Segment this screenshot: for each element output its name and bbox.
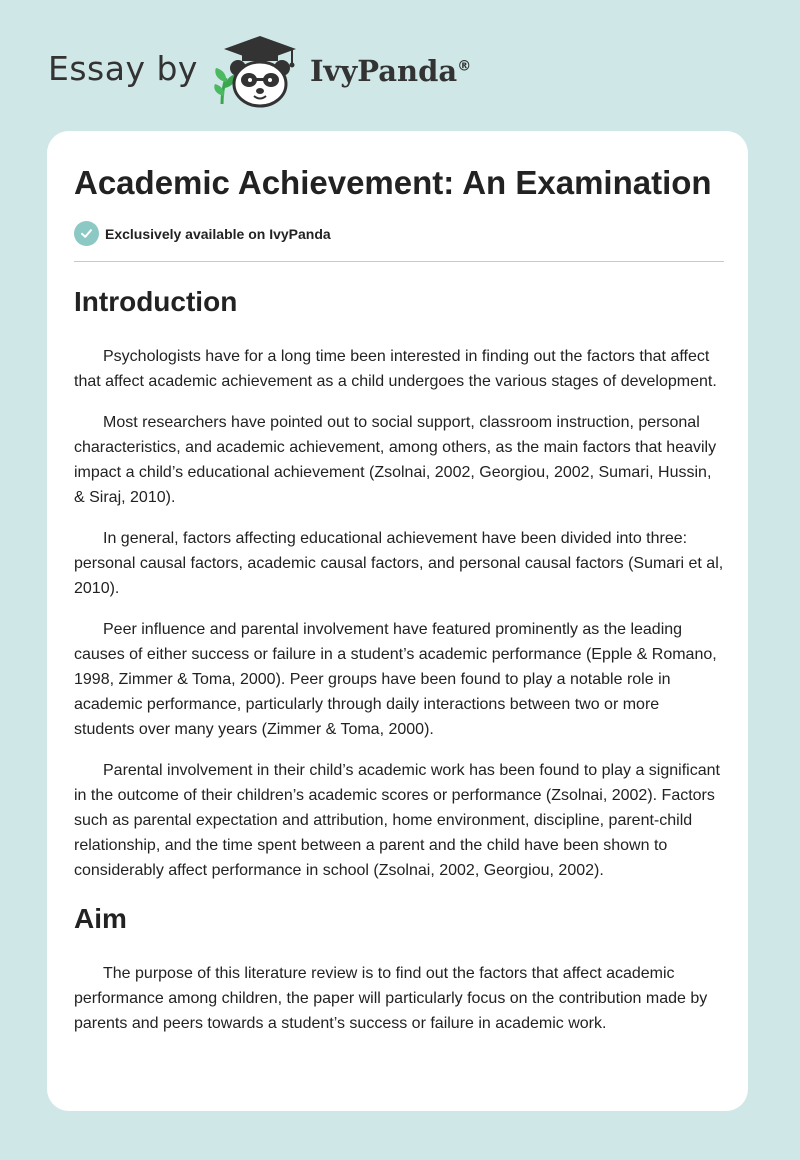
page-title: Academic Achievement: An Examination <box>74 164 712 201</box>
article-body <box>74 281 724 1036</box>
registered-mark: ® <box>457 58 472 75</box>
checkmark-icon <box>74 221 99 246</box>
paragraph: Parental involvement in their child’s academic work has been found to play a significant in the outcome of their children’s academic scores or performance (Zsolnai, 2002). Factors such as parental expectation and attribution, home environment, discipline, parent-child relationship, and the time spent between a parent and the child have been shown to considerably affect performance in school (Zsolnai, 2002, Georgiou, 2002). <box>74 762 720 879</box>
paragraph: In general, factors affecting educational achievement have been divided into three: personal causal factors, academic causal factors, and personal causal factors (Sumari et al, 2010). <box>74 530 724 597</box>
brand-logo[interactable] <box>48 34 488 110</box>
brand-name <box>310 54 471 88</box>
exclusive-badge-text: Exclusively available on IvyPanda <box>105 225 331 242</box>
paragraph: Peer influence and parental involvement have featured prominently as the leading causes of either success or failure in a student’s academic performance (Epple & Romano, 1998, Zimmer & Toma, 2000). Peer groups have been found to play a notable role in academic performance, particularly through daily interactions between two or more students over many years (Zimmer & Toma, 2000). <box>74 621 717 738</box>
divider <box>74 261 724 262</box>
section-heading-introduction: Introduction <box>74 286 238 317</box>
paragraph: The purpose of this literature review is to find out the factors that affect academic performance among children, the paper will particularly focus on the contribution made by parents and peers towards a student’s success or failure in academic work. <box>74 965 708 1032</box>
brand-name-text: IvyPanda <box>309 54 458 88</box>
section-heading-aim: Aim <box>74 903 127 934</box>
paragraph: Most researchers have pointed out to social support, classroom instruction, personal characteristics, and academic achievement, among others, as the main factors that heavily impact a child’s educational achievement (Zsolnai, 2002, Georgiou, 2002, Sumari, Hussin, & Siraj, 2010). <box>74 414 717 506</box>
paragraph: Psychologists have for a long time been interested in finding out the factors that affect that affect academic achievement as a child undergoes the various stages of development. <box>74 348 717 390</box>
panda-logo-icon <box>212 34 304 110</box>
essay-card <box>47 131 748 1111</box>
exclusive-badge <box>74 221 331 246</box>
brand-prefix: Essay by <box>48 48 198 88</box>
